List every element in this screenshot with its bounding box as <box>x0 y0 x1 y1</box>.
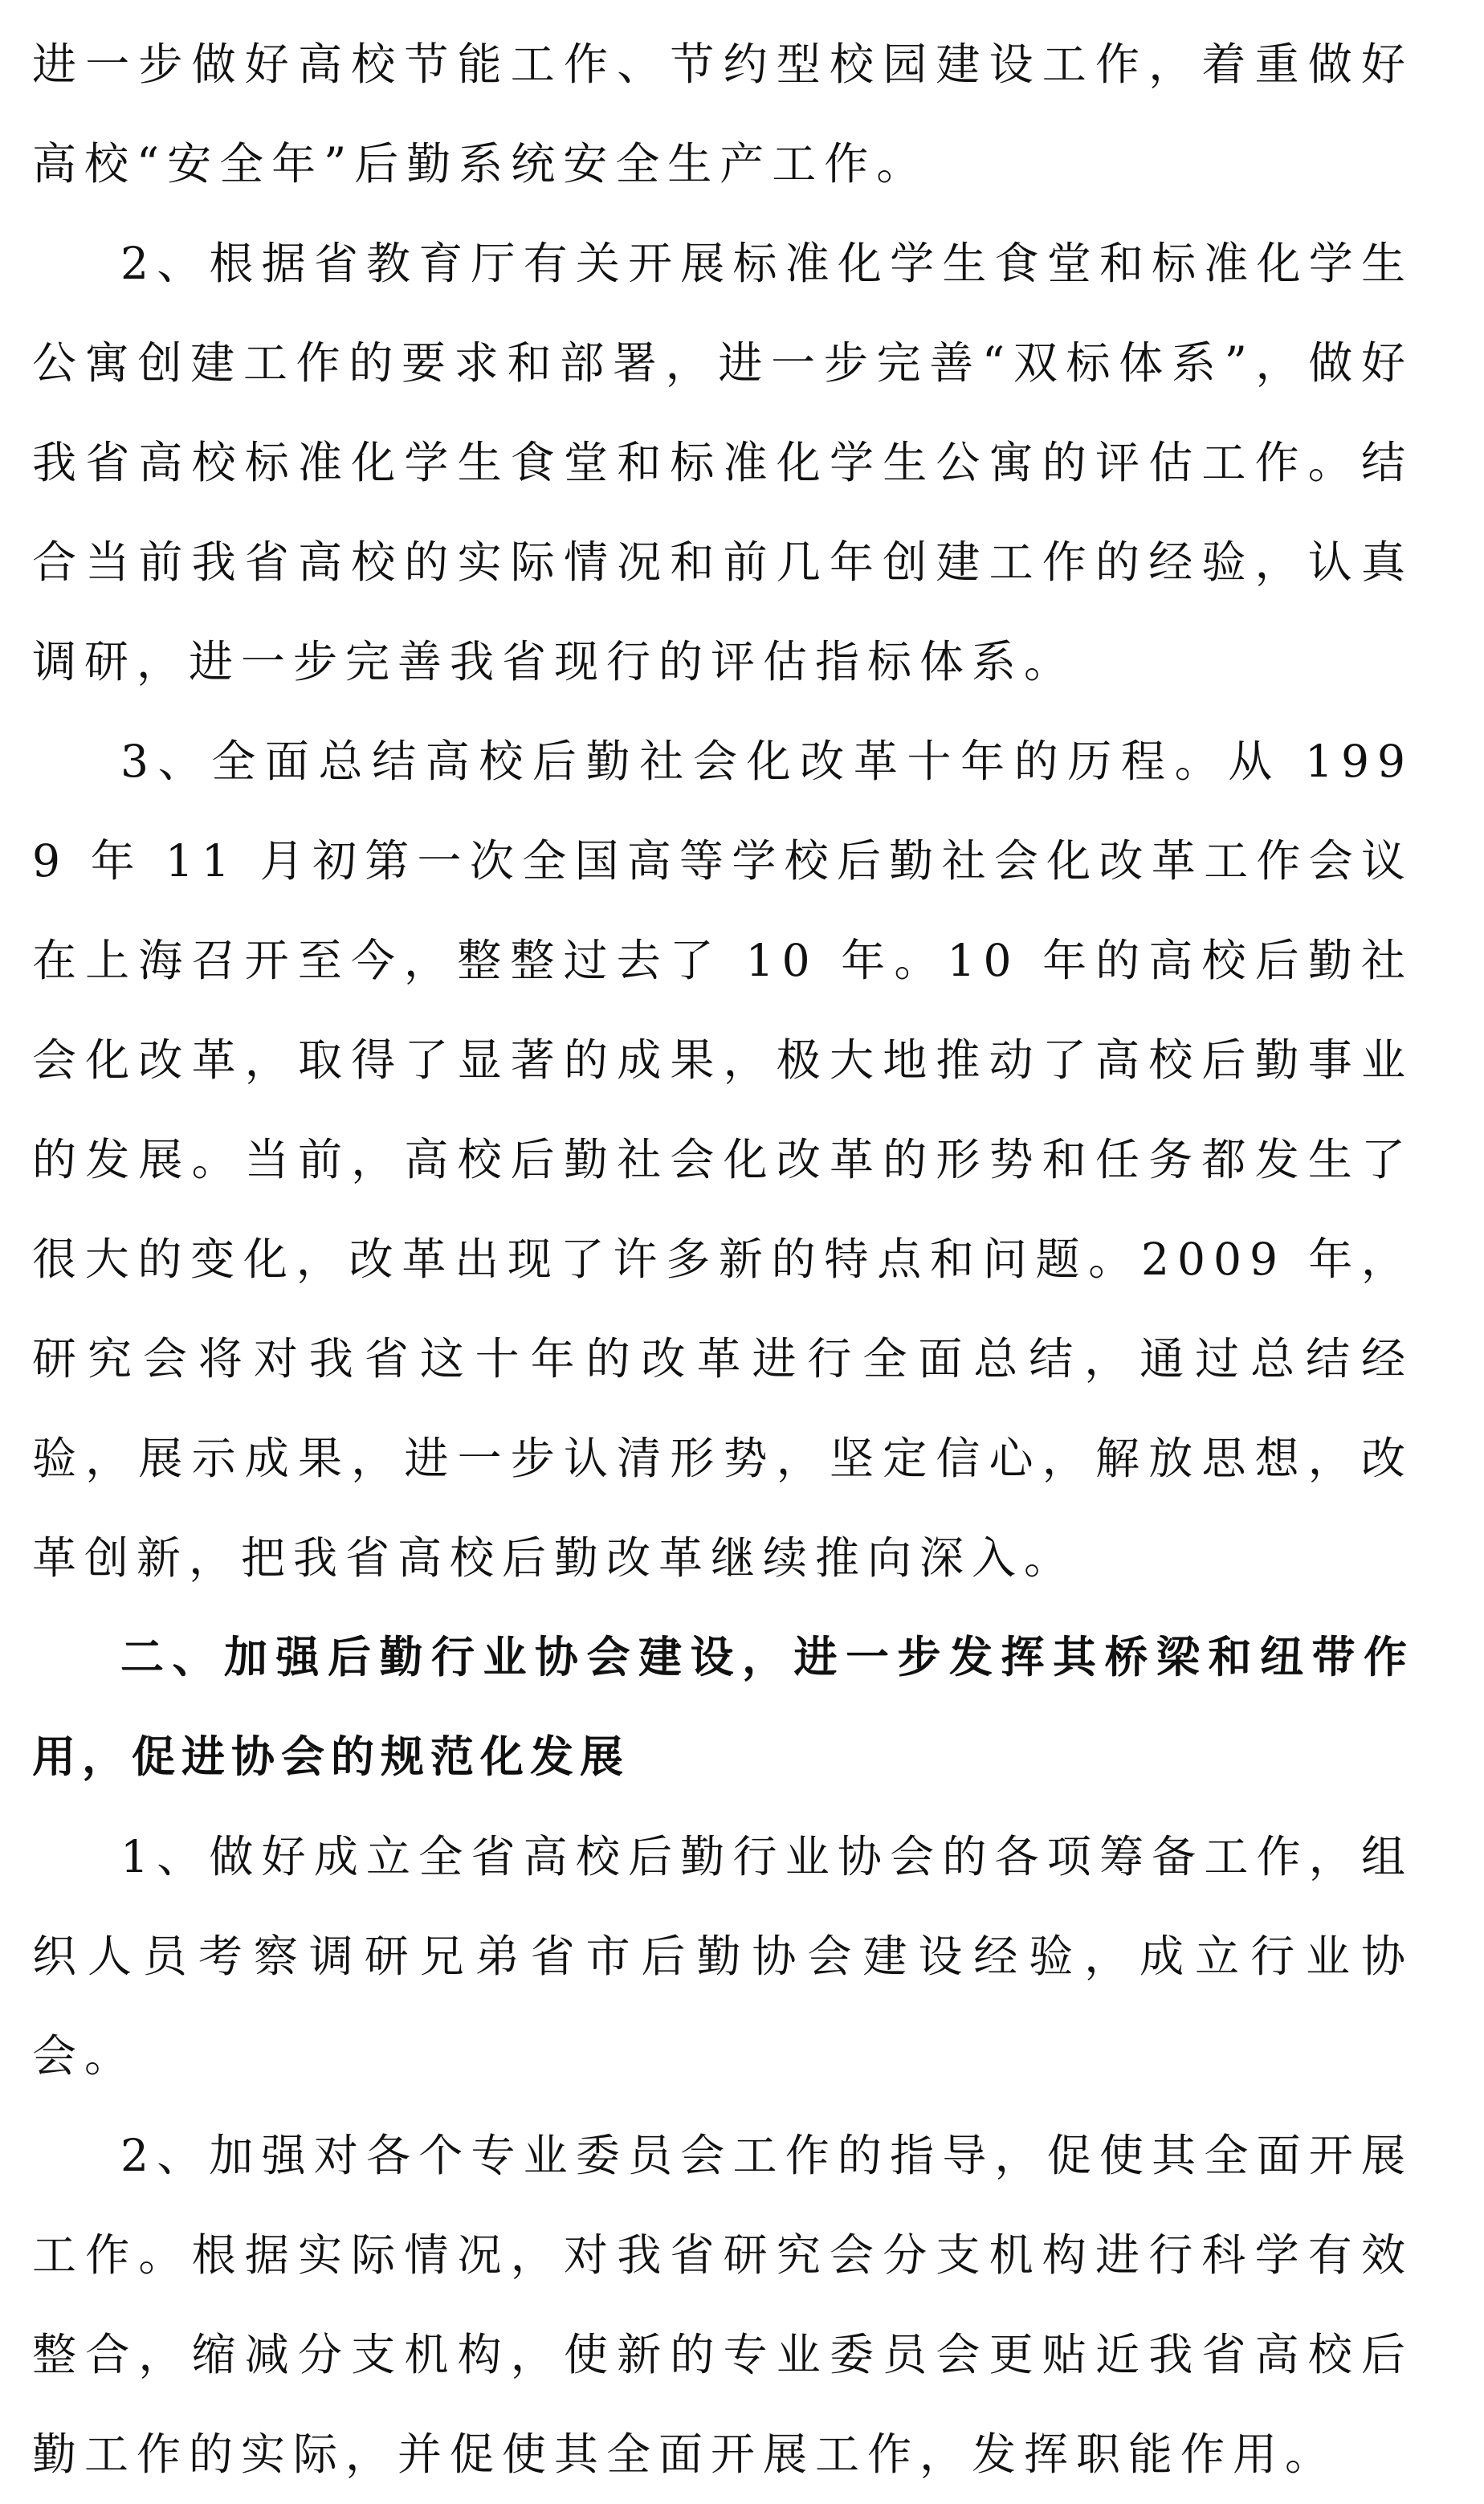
paragraph-continuation: 进一步做好高校节能工作、节约型校园建设工作，着重做好高校“安全年”后勤系统安全生产工作。 <box>32 39 1413 190</box>
paragraph-section2-item-2: 2、加强对各个专业委员会工作的指导，促使其全面开展工作。根据实际情况，对我省研究会分支机构进行科学有效整合，缩减分支机构，使新的专业委员会更贴近我省高校后勤工作的实际，并促使其全面开展工作，发挥职能作用。 <box>32 2130 1413 2480</box>
paragraph-item-2: 2、根据省教育厅有关开展标准化学生食堂和标准化学生公寓创建工作的要求和部署，进一步完善“双标体系”，做好我省高校标准化学生食堂和标准化学生公寓的评估工作。结合当前我省高校的实际情况和前几年创建工作的经验，认真调研，进一步完善我省现行的评估指标体系。 <box>32 238 1413 687</box>
paragraph-section2-item-1: 1、做好成立全省高校后勤行业协会的各项筹备工作，组织人员考察调研兄弟省市后勤协会建设经验，成立行业协会。 <box>32 1831 1413 2082</box>
section-heading-2: 二、加强后勤行业协会建设，进一步发挥其桥梁和纽带作用，促进协会的规范化发展 <box>32 1632 1413 1782</box>
document-body <box>32 14 1413 2504</box>
paragraph-item-3: 3、全面总结高校后勤社会化改革十年的历程。从 1999 年 11 月初第一次全国高等学校后勤社会化改革工作会议在上海召开至今，整整过去了 10 年。10 年的高校后勤社会化改革，取得了显著的成果，极大地推动了高校后勤事业的发展。当前，高校后勤社会化改革的形势和任务都发生了很大的变化，改革出现了许多新的特点和问题。2009 年，研究会将对我省这十年的改革进行全面总结，通过总结经验，展示成果，进一步认清形势，坚定信心，解放思想，改革创新，把我省高校后勤改革继续推向深入。 <box>32 736 1413 1584</box>
